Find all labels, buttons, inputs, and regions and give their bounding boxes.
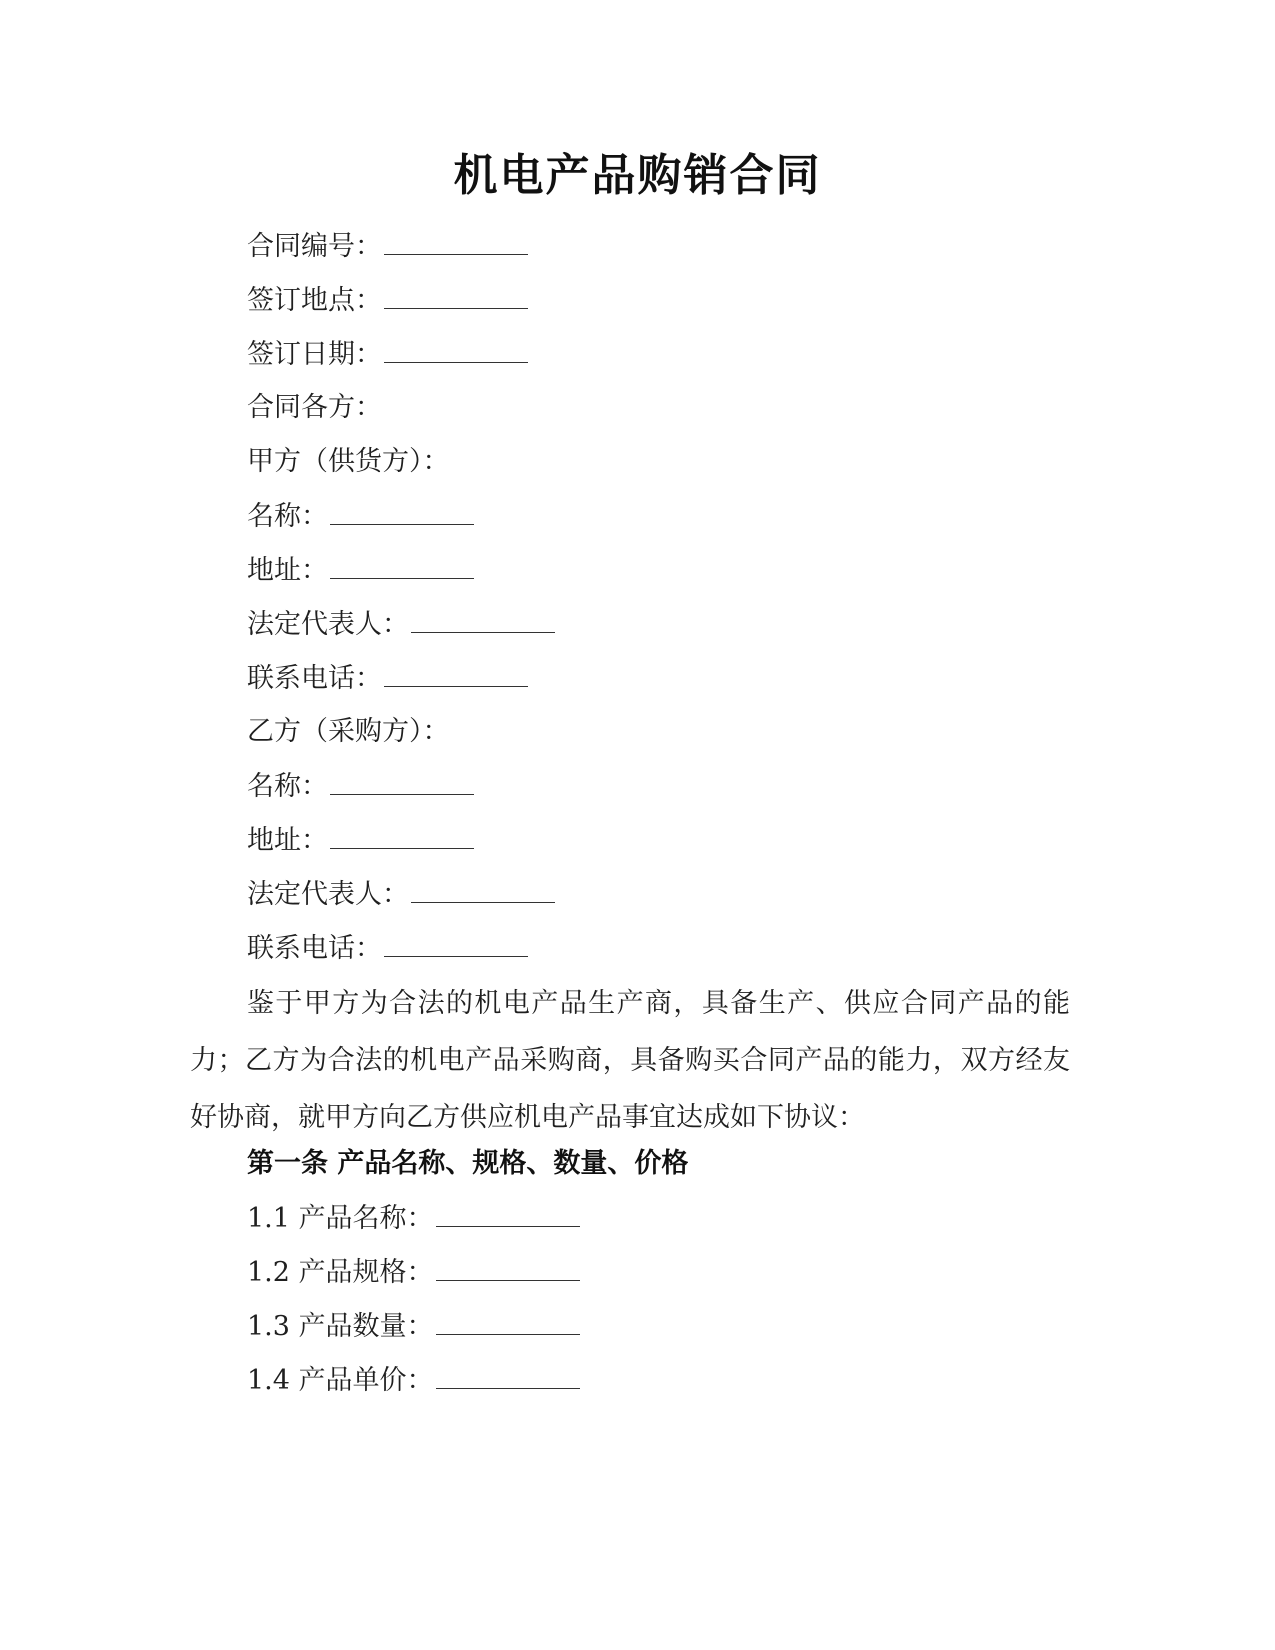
field-label: 名称： [247, 771, 328, 802]
party-a-representative-field [247, 606, 555, 643]
fill-in-blank [330, 768, 474, 795]
party-b-representative-field [247, 876, 555, 913]
field-label: 联系电话： [247, 663, 382, 694]
party-b-name-field [247, 768, 474, 805]
contract-parties-label [247, 390, 382, 426]
field-label: 地址： [247, 825, 328, 856]
product-unit-price-field [247, 1362, 580, 1399]
party-b-heading-text: 乙方（采购方）： [247, 716, 450, 747]
field-label: 签订日期： [247, 339, 382, 370]
party-a-phone-field [247, 660, 528, 697]
signing-date-field [247, 336, 528, 373]
fill-in-blank [436, 1308, 580, 1335]
fill-in-blank [436, 1200, 580, 1227]
fill-in-blank [411, 876, 555, 903]
field-label: 1.3 产品数量： [247, 1311, 434, 1342]
article-1-heading: 第一条 产品名称、规格、数量、价格 [247, 1148, 689, 1179]
field-label: 名称： [247, 501, 328, 532]
product-quantity-field [247, 1308, 580, 1345]
fill-in-blank [384, 228, 528, 255]
field-label: 联系电话： [247, 933, 382, 964]
fill-in-blank [436, 1254, 580, 1281]
field-label: 1.4 产品单价： [247, 1365, 434, 1396]
fill-in-blank [384, 336, 528, 363]
party-a-address-field [247, 552, 474, 589]
field-label: 法定代表人： [247, 609, 409, 640]
field-label: 1.2 产品规格： [247, 1257, 434, 1288]
field-label: 合同编号： [247, 231, 382, 262]
party-b-address-field [247, 822, 474, 859]
party-b-phone-field [247, 930, 528, 967]
field-label: 地址： [247, 555, 328, 586]
document-title: 机电产品购销合同 [453, 150, 822, 201]
contract-number-field [247, 228, 528, 265]
field-label: 法定代表人： [247, 879, 409, 910]
product-spec-field [247, 1254, 580, 1291]
fill-in-blank [330, 498, 474, 525]
party-a-heading [247, 444, 450, 480]
fill-in-blank [330, 552, 474, 579]
fill-in-blank [384, 930, 528, 957]
preamble-paragraph: 鉴于甲方为合法的机电产品生产商，具备生产、供应合同产品的能力；乙方为合法的机电产品采购商，具备购买合同产品的能力，双方经友好协商，就甲方向乙方供应机电产品事宜达成如下协议： [190, 988, 1070, 1133]
field-label: 合同各方： [247, 392, 382, 423]
party-a-heading-text: 甲方（供货方）： [247, 446, 450, 477]
party-b-heading [247, 714, 450, 750]
fill-in-blank [384, 660, 528, 687]
fill-in-blank [411, 606, 555, 633]
party-a-name-field [247, 498, 474, 535]
field-label: 签订地点： [247, 285, 382, 316]
fill-in-blank [436, 1362, 580, 1389]
field-label: 1.1 产品名称： [247, 1203, 434, 1234]
fill-in-blank [384, 282, 528, 309]
product-name-field [247, 1200, 580, 1237]
signing-place-field [247, 282, 528, 319]
fill-in-blank [330, 822, 474, 849]
